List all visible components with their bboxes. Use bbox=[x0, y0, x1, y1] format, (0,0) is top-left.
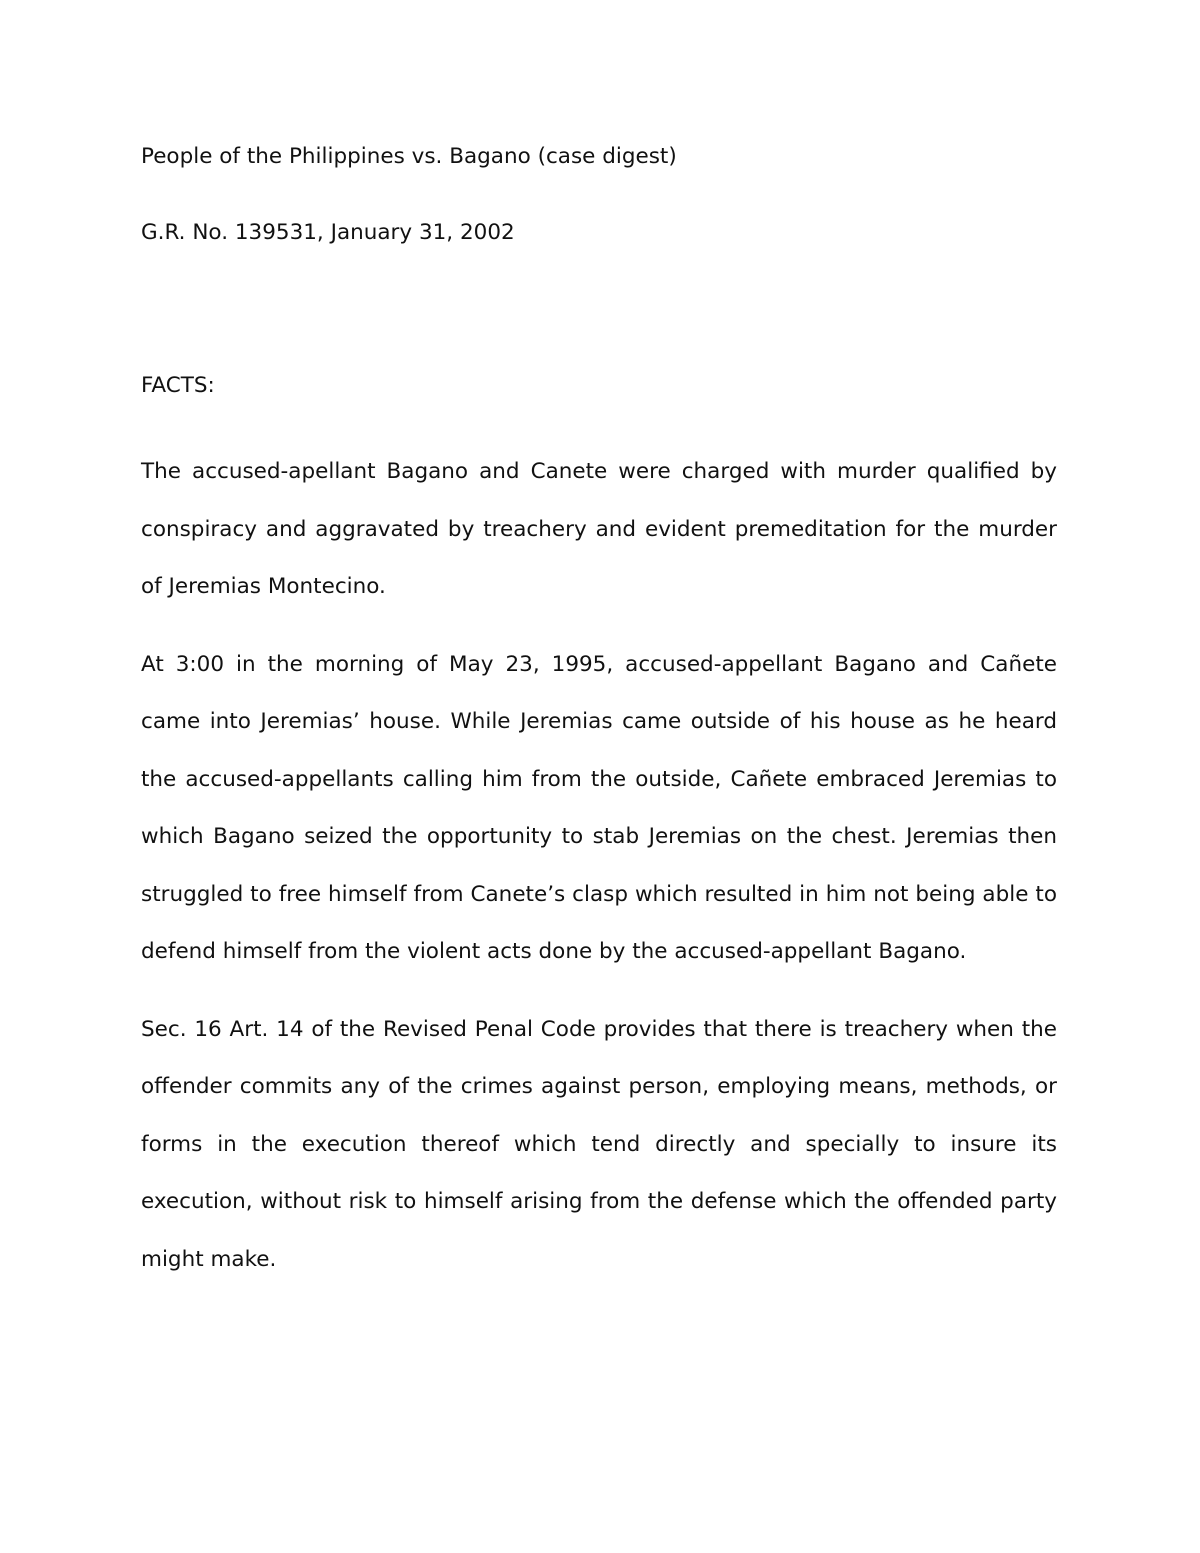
document-title: People of the Philippines vs. Bagano (case digest) bbox=[141, 144, 677, 169]
paragraph-incident: At 3:00 in the morning of May 23, 1995, accused-appellant Bagano and Cañete came into Jeremias’ house. While Jeremias came outside of his house as he heard the accused-appellants calling him from the outside, Cañete embraced Jeremias to which Bagano seized the opportunity to stab Jeremias on the chest. Jeremias then struggled to free himself from Canete’s clasp which resulted in him not being able to defend himself from the violent acts done by the accused-appellant Bagano. bbox=[141, 651, 1057, 964]
document-body bbox=[141, 138, 1057, 1308]
paragraph-treachery-law: Sec. 16 Art. 14 of the Revised Penal Code provides that there is treachery when the offender commits any of the crimes against person, employing means, methods, or forms in the execution thereof which tend directly and specially to insure its execution, without risk to himself arising from the defense which the offended party might make. bbox=[141, 1016, 1057, 1272]
section-heading-facts: FACTS: bbox=[141, 373, 215, 398]
case-number: G.R. No. 139531, January 31, 2002 bbox=[141, 220, 515, 245]
paragraph-charges: The accused-apellant Bagano and Canete were charged with murder qualified by conspiracy and aggravated by treachery and evident premeditation for the murder of Jeremias Montecino. bbox=[141, 459, 1057, 599]
